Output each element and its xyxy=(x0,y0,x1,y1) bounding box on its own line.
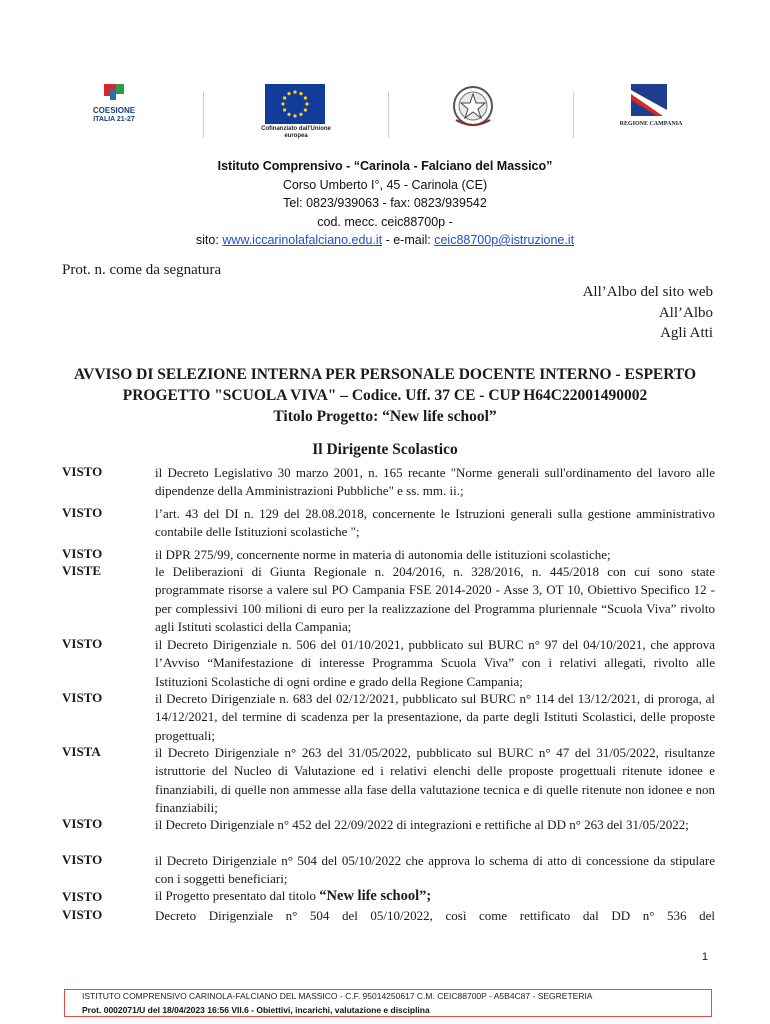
clause-label: VISTO xyxy=(62,546,103,561)
notice-title-line2: PROGETTO "SCUOLA VIVA" – Codice. Uff. 37 CE - CUP H64C22001490002 xyxy=(122,387,648,404)
clause-label: VISTO xyxy=(62,852,103,867)
project-title: “New life school”; xyxy=(319,888,432,904)
logo-divider xyxy=(203,92,204,138)
recipient: Agli Atti xyxy=(660,325,713,341)
eu-star-icon xyxy=(281,102,284,105)
italian-republic-emblem xyxy=(448,82,498,132)
eu-flag-logo xyxy=(265,84,325,124)
eu-star-icon xyxy=(304,96,307,99)
clause-text: il Progetto presentato dal titolo “New life school”; xyxy=(155,888,432,904)
institute-contacts xyxy=(0,231,770,249)
clause-text: il Decreto Legislativo 30 marzo 2001, n. 165 recante "Norme generali sull'ordinamento del lavoro alle dipendenze della Amministrazioni Pubbliche" e ss. mm. ii.; xyxy=(155,465,715,498)
recipient: All’Albo xyxy=(658,304,713,321)
institute-address: Corso Umberto I°, 45 - Carinola (CE) xyxy=(282,178,488,192)
clause-label: VISTE xyxy=(62,563,102,578)
eu-star-icon xyxy=(299,92,302,95)
institute-name: Istituto Comprensivo - “Carinola - Falciano del Massico” xyxy=(217,159,553,173)
protocol-number: Prot. n. come da segnatura xyxy=(62,262,222,278)
eu-star-icon xyxy=(287,92,290,95)
logo-divider xyxy=(388,92,389,138)
eu-star-icon xyxy=(299,113,302,116)
clause-text: Decreto Dirigenziale n° 504 del 05/10/2022, così come rettificato dal DD n° 536 del xyxy=(155,908,715,923)
notice-title-line3: Titolo Progetto: “New life school” xyxy=(273,408,497,425)
eu-star-icon xyxy=(293,90,296,93)
clause-text: il Decreto Dirigenziale n° 504 del 05/10/2022 che approva lo schema di atto di concessione da stipulare con i soggetti beneficiari; xyxy=(155,853,715,886)
email-label: - e-mail: xyxy=(382,233,435,247)
clause-text: il DPR 275/99, concernente norme in materia di autonomia delle istituzioni scolastiche; xyxy=(155,547,611,562)
recipients xyxy=(583,282,713,344)
notice-title-line1: AVVISO DI SELEZIONE INTERNA PER PERSONALE DOCENTE INTERNO - ESPERTO xyxy=(73,366,697,383)
clause-text: l’art. 43 del DI n. 129 del 28.08.2018, concernente le Istruzioni generali sulla gestione amministrativo contabile delle Istituzioni scolastiche "; xyxy=(155,506,715,539)
protocol-stamp-line2: Prot. 0002071/U del 18/04/2023 16:56 VII.6 - Obiettivi, incarichi, valutazione e disciplina xyxy=(82,1005,430,1015)
clause-label: VISTO xyxy=(62,907,103,922)
logo-divider xyxy=(573,92,574,138)
clause-text: il Decreto Dirigenziale n° 263 del 31/05/2022, pubblicato sul BURC n° 47 del 31/05/2022, risultanze istruttorie del Nucleo di Valutazione ed i relativi elenchi delle proposte progettuali ritenute idonee e finanziabili, di quelle non ammesse alla fase della valutazione tecnica e di quelle ritenute non idonee e non finanziabili; xyxy=(155,745,715,816)
clause-text: le Deliberazioni di Giunta Regionale n. 204/2016, n. 328/2016, n. 445/2018 con cui sono state programmate risorse a valere sul PO Campania FSE 2014-2020 - Asse 3, OT 10, Obiettivo Specifico 12 - per complessivi 100 milioni di euro per la realizzazione del Programma pluriennale “Scuola Viva” rivolto agli Istituti scolastici della Campania; xyxy=(155,564,715,635)
dirigente-heading: Il Dirigente Scolastico xyxy=(312,441,458,458)
eu-star-icon xyxy=(287,113,290,116)
page-number: 1 xyxy=(701,951,708,963)
clause-text: il Decreto Dirigenziale n° 452 del 22/09/2022 di integrazioni e rettifiche al DD n° 263 del 31/05/2022; xyxy=(155,817,689,832)
regione-campania-logo xyxy=(617,80,681,126)
site-link[interactable]: www.iccarinolafalciano.edu.it xyxy=(222,233,383,247)
clause-label: VISTO xyxy=(62,889,103,904)
protocol-stamp-line1: ISTITUTO COMPRENSIVO CARINOLA-FALCIANO DEL MASSICO - C.F. 95014250617 C.M. CEIC88700P - A5B4C87 - SEGRETERIA xyxy=(82,991,593,1001)
clause-label: VISTO xyxy=(62,505,103,520)
recipient: All’Albo del sito web xyxy=(582,284,713,300)
svg-text:COESIONE: COESIONE xyxy=(92,106,136,115)
clause-label: VISTA xyxy=(62,744,101,759)
clause-label: VISTO xyxy=(62,690,103,705)
clause-label: VISTO xyxy=(62,816,103,831)
institute-code: cod. mecc. ceic88700p - xyxy=(317,215,453,229)
coesione-italia-logo xyxy=(86,80,142,126)
eu-star-icon xyxy=(304,108,307,111)
clause-text: il Decreto Dirigenziale n. 506 del 01/10/2021, pubblicato sul BURC n° 97 del 04/10/2021, che approva l’Avviso “Manifestazione di interesse Programma Scuola Viva” con i relativi allegati, rivolto alle Istituzioni Scolastiche di ogni ordine e grado della Regione Campania; xyxy=(155,637,715,689)
institute-phone: Tel: 0823/939063 - fax: 0823/939542 xyxy=(283,196,487,210)
eu-star-icon xyxy=(305,102,308,105)
eu-star-icon xyxy=(283,108,286,111)
svg-text:ITALIA 21-27: ITALIA 21-27 xyxy=(93,116,135,123)
clause-label: VISTO xyxy=(62,464,103,479)
email-link[interactable]: ceic88700p@istruzione.it xyxy=(434,233,575,247)
eu-star-icon xyxy=(283,96,286,99)
campania-caption: REGIONE CAMPANIA xyxy=(619,121,683,127)
clause-label: VISTO xyxy=(62,636,103,651)
site-label: sito: xyxy=(195,233,223,247)
clause-text: il Decreto Dirigenziale n. 683 del 02/12/2021, pubblicato sul BURC n° 114 del 13/12/2021, di proroga, al 14/12/2021, del termine di scadenza per la presentazione, da parte degli Istituti Scolastici, delle proposte progettuali; xyxy=(155,691,715,743)
eu-star-icon xyxy=(293,114,296,117)
eu-caption: Cofinanziato dall'Unione europea xyxy=(261,126,331,139)
